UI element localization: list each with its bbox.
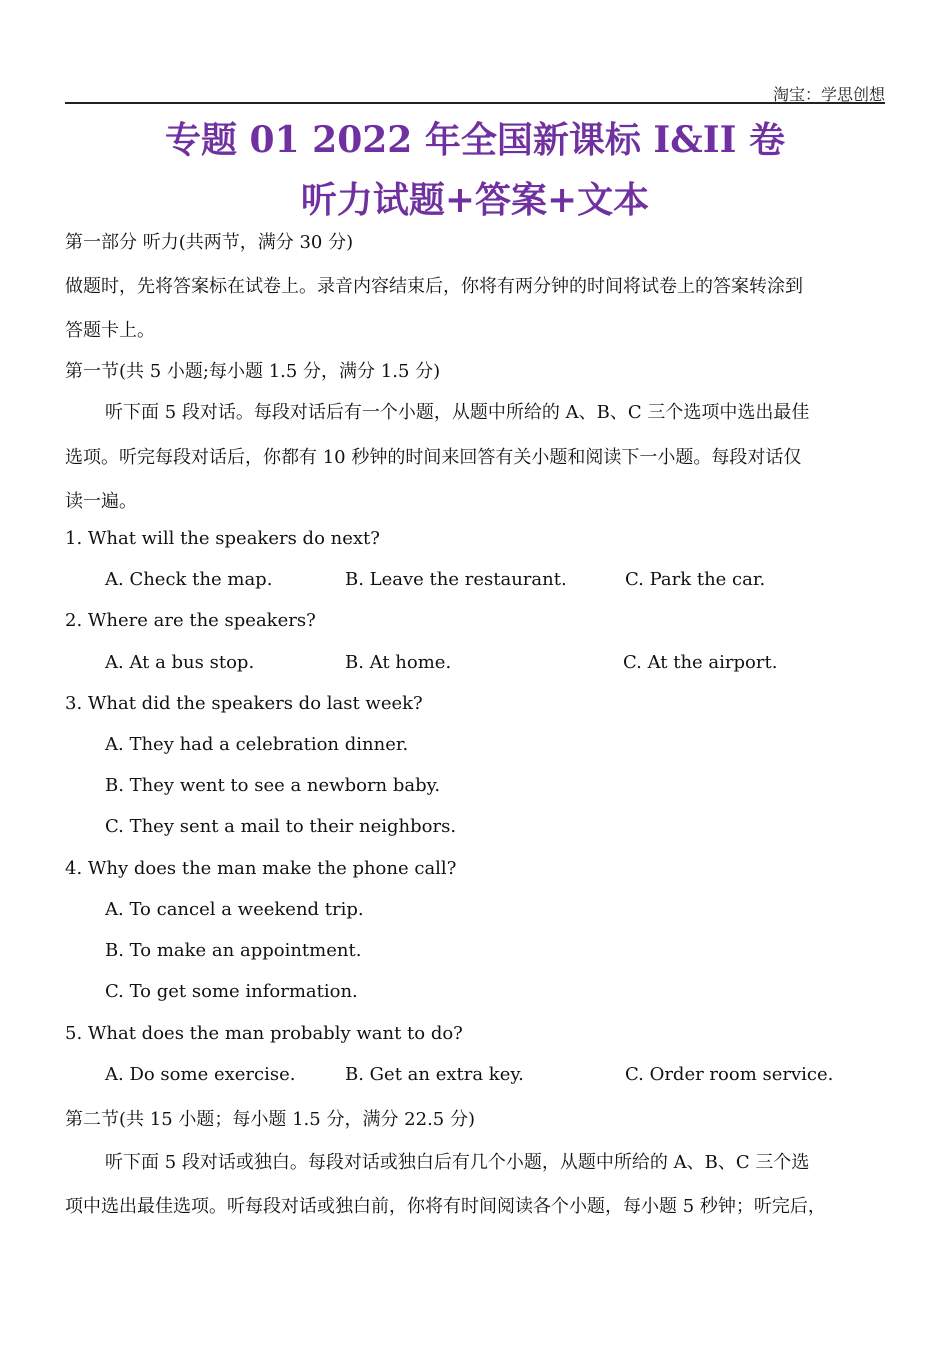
question-5-option-b: B. Get an extra key. (345, 1064, 524, 1085)
page-title-line2: 听力试题+答案+文本 (300, 179, 650, 221)
question-3-option-a: A. They had a celebration dinner. (105, 734, 409, 755)
section2-directions-line1: 听下面 5 段对话或独白。每段对话或独白后有几个小题，从题中所给的 A、B、C 三个选 (105, 1152, 810, 1173)
section1-directions-line3: 读一遍。 (65, 491, 137, 512)
question-3-option-c: C. They sent a mail to their neighbors. (105, 816, 457, 837)
section1-directions-line1: 听下面 5 段对话。每段对话后有一个小题，从题中所给的 A、B、C 三个选项中选出最佳 (105, 402, 810, 423)
question-5-option-c: C. Order room service. (625, 1064, 834, 1085)
header-rule (65, 102, 885, 104)
question-4-option-b: B. To make an appointment. (105, 940, 362, 961)
question-5: 5. What does the man probably want to do? (65, 1023, 463, 1044)
question-4: 4. Why does the man make the phone call? (65, 858, 457, 879)
section2-directions-line2: 项中选出最佳选项。听每段对话或独白前，你将有时间阅读各个小题，每小题 5 秒钟；听完后， (65, 1196, 826, 1217)
section2-heading: 第二节(共 15 小题；每小题 1.5 分，满分 22.5 分) (65, 1109, 475, 1130)
page-title-line1: 专题 01 2022 年全国新课标 I&II 卷 (165, 119, 785, 161)
question-2-option-c: C. At the airport. (623, 652, 778, 673)
question-2: 2. Where are the speakers? (65, 610, 316, 631)
question-4-option-c: C. To get some information. (105, 981, 358, 1002)
question-2-option-a: A. At a bus stop. (105, 652, 255, 673)
question-2-option-b: B. At home. (345, 652, 452, 673)
question-1: 1. What will the speakers do next? (65, 528, 380, 549)
section1-directions-line2: 选项。听完每段对话后，你都有 10 秒钟的时间来回答有关小题和阅读下一小题。每段对话仅 (65, 447, 802, 468)
question-1-option-c: C. Park the car. (625, 569, 766, 590)
question-4-option-a: A. To cancel a weekend trip. (105, 899, 364, 920)
question-3: 3. What did the speakers do last week? (65, 693, 423, 714)
part1-instruction-line2: 答题卡上。 (65, 320, 155, 341)
question-3-option-b: B. They went to see a newborn baby. (105, 775, 441, 796)
question-5-option-a: A. Do some exercise. (105, 1064, 296, 1085)
part1-heading: 第一部分 听力(共两节，满分 30 分) (65, 232, 354, 253)
header-tag: 淘宝：学思创想 (772, 85, 885, 104)
question-1-option-b: B. Leave the restaurant. (345, 569, 567, 590)
part1-instruction-line1: 做题时，先将答案标在试卷上。录音内容结束后，你将有两分钟的时间将试卷上的答案转涂到 (65, 276, 803, 297)
question-1-option-a: A. Check the map. (105, 569, 273, 590)
section1-heading: 第一节(共 5 小题;每小题 1.5 分，满分 1.5 分) (65, 361, 441, 382)
